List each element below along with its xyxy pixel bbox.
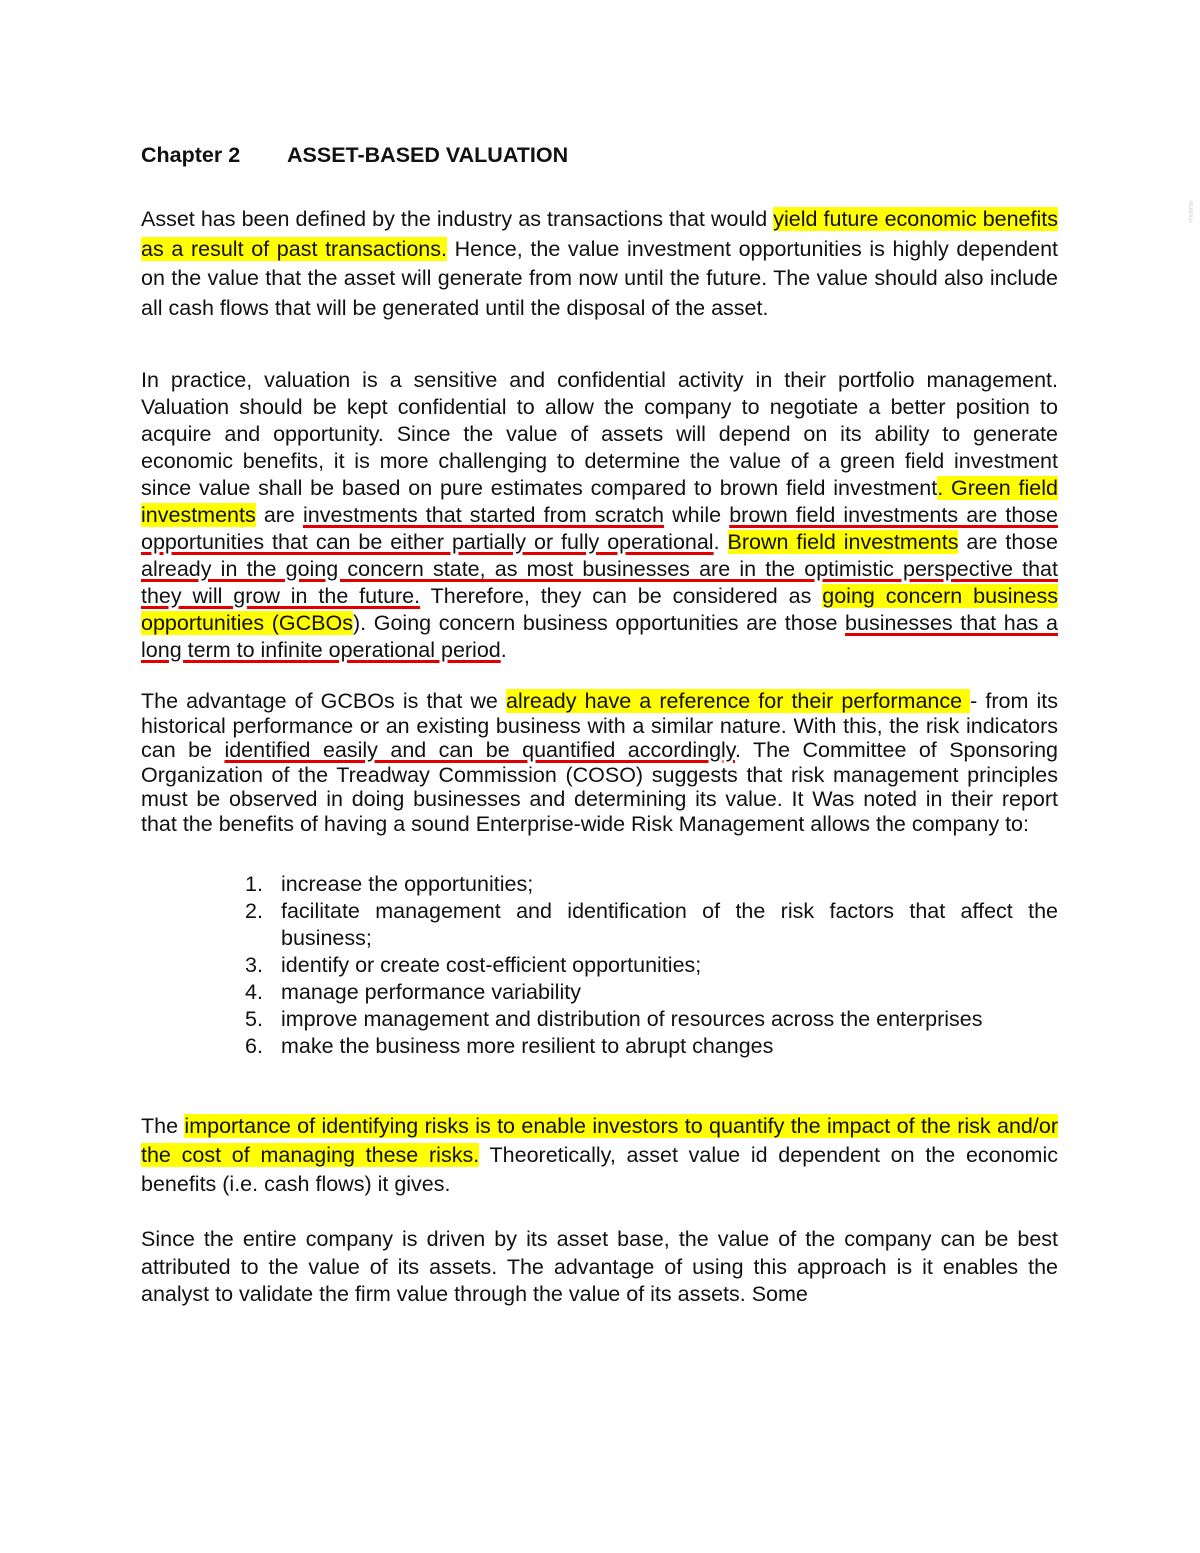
list-text: make the business more resilient to abrupt changes — [281, 1034, 774, 1058]
list-text: increase the opportunities; — [281, 872, 534, 896]
list-text: improve management and distribution of resources across the enterprises — [281, 1007, 983, 1031]
list-item — [245, 952, 1058, 979]
highlighted-text: going concern business opportunities (GCBOs — [141, 584, 1058, 635]
text-run: The — [141, 1114, 185, 1138]
watermark: Studocu — [1187, 200, 1193, 223]
list-item — [245, 898, 1058, 952]
highlighted-text: . Green field investments — [141, 476, 1058, 527]
text-run: Asset has been defined by the industry as transactions that would — [141, 207, 774, 231]
underlined-text: already in the going concern state, as most businesses are in the optimistic perspective that they will grow in the future. — [141, 557, 1058, 608]
text-run: ). Going concern business opportunities are those — [352, 611, 846, 635]
list-number: 4. — [245, 980, 263, 1004]
paragraph-risk-importance — [141, 1112, 1058, 1199]
list-text: facilitate management and identification of the risk factors that affect the business; — [281, 899, 1058, 950]
text-run: The advantage of GCBOs is that we — [141, 689, 506, 713]
paragraph-gcbo-advantage — [141, 689, 1058, 836]
list-item — [245, 1006, 1058, 1033]
paragraph-asset-base — [141, 1226, 1058, 1309]
text-run: Theoretically, asset value id dependent on the economic benefits (i.e. cash flows) it gives. — [141, 1143, 1058, 1196]
text-run: Therefore, they can be considered as — [420, 584, 823, 608]
text-run: - from its historical performance or an existing business with a similar nature. With this, the risk indicators can be — [141, 689, 1058, 762]
underlined-text: investments that started from scratch — [303, 503, 664, 527]
benefits-list — [141, 871, 1058, 1060]
text-run: are — [255, 503, 303, 527]
text-run: are those — [958, 530, 1058, 554]
underlined-text: identified easily and can be quantified accordingly — [224, 738, 735, 762]
text-run: . — [713, 530, 728, 554]
document-body — [141, 141, 1058, 1309]
underlined-text: brown field investments are those opportunities that can be either partially or fully operational — [141, 503, 1058, 554]
list-number: 3. — [245, 953, 263, 977]
list-text: identify or create cost-efficient opportunities; — [281, 953, 702, 977]
highlighted-text: already have a reference for their performance — [505, 689, 971, 713]
underlined-text: businesses that has a long term to infinite operational period — [141, 611, 1058, 662]
text-run: Since the entire company is driven by its asset base, the value of the company can be best attributed to the value of its assets. The advantage of using this approach is it enables the analyst to validate the firm value through the value of its assets. Some — [141, 1227, 1058, 1306]
list-item — [245, 871, 1058, 898]
highlighted-text: importance of identifying risks is to enable investors to quantify the impact of the risk and/or the cost of managing these risks. — [141, 1114, 1058, 1167]
list-text: manage performance variability — [281, 980, 581, 1004]
chapter-title: ASSET-BASED VALUATION — [287, 143, 569, 167]
list-number: 1. — [245, 872, 263, 896]
highlighted-text: Brown field investments — [727, 530, 959, 554]
chapter-number: Chapter 2 — [141, 143, 241, 167]
text-run: In practice, valuation is a sensitive and confidential activity in their portfolio management. Valuation should be kept confidential to allow the company to negotiate a better position to acquire and opportunity. Since the value of assets will depend on its ability to generate economic benefits, it is more challenging to determine the value of a green field investment since value shall be based on pure estimates compared to brown field investment — [141, 368, 1058, 500]
list-number: 2. — [245, 899, 263, 923]
list-number: 6. — [245, 1034, 263, 1058]
list-number: 5. — [245, 1007, 263, 1031]
text-run: Hence, the value investment opportunities is highly dependent on the value that the asset will generate from now until the future. The value should also include all cash flows that will be generated until the disposal of the asset. — [141, 236, 1058, 320]
text-run: while — [664, 503, 730, 527]
chapter-heading — [141, 141, 1058, 169]
list-item — [245, 979, 1058, 1006]
text-run: . — [500, 638, 507, 662]
highlighted-text: yield future economic benefits as a result of past transactions. — [141, 207, 1058, 261]
paragraph-asset-definition — [141, 205, 1058, 323]
text-run: . The Committee of Sponsoring Organization of the Treadway Commission (COSO) suggests that risk management principles must be observed in doing businesses and determining its value. It Was noted in their report that the benefits of having a sound Enterprise-wide Risk Management allows the company to: — [141, 738, 1058, 836]
list-item — [245, 1033, 1058, 1060]
paragraph-valuation-practice — [141, 367, 1058, 664]
